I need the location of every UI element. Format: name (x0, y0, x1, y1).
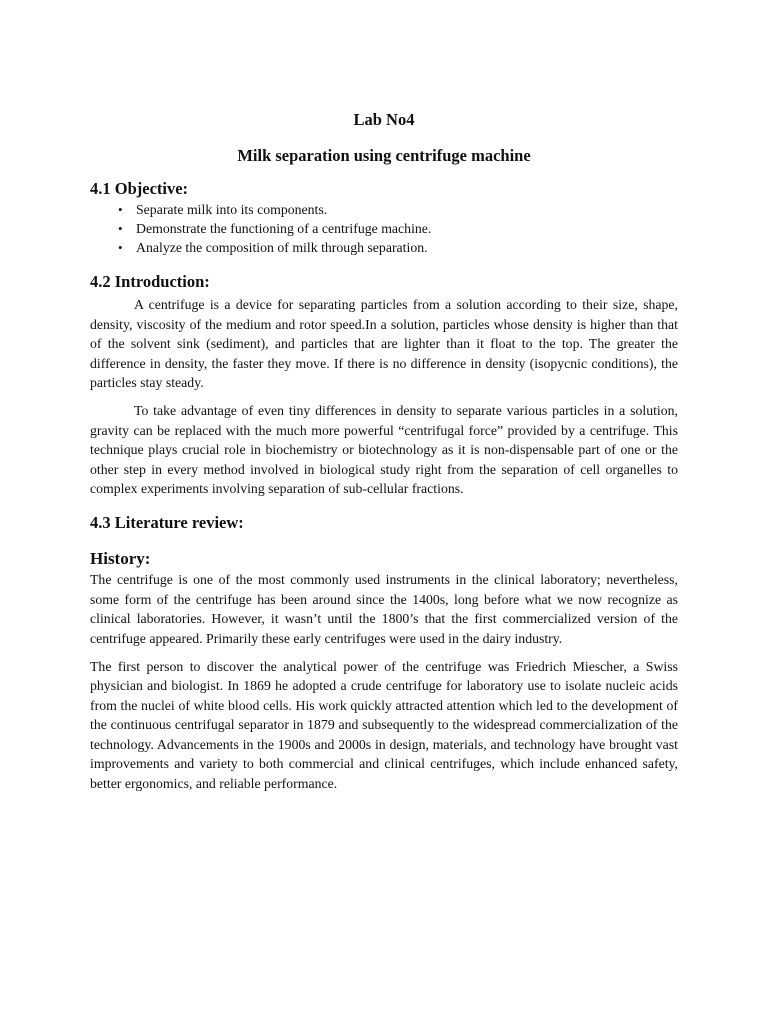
objective-item: • Separate milk into its components. (136, 201, 678, 220)
objective-list (90, 201, 678, 257)
history-heading: History: (90, 549, 151, 569)
literature-review-heading: 4.3 Literature review: (90, 513, 244, 533)
document-page (90, 108, 678, 793)
document-title: Milk separation using centrifuge machine (237, 146, 531, 165)
history-paragraph: The first person to discover the analytical power of the centrifuge was Friedrich Miescher, a Swiss physician and biologist. In 1869 he adopted a crude centrifuge for laboratory use to isolate nucleic acids from the nuclei of white blood cells. His work quickly attracted attention which led to the development of the continuous centrifugal separator in 1879 and subsequently to the widespread commercialization of the technology. Advancements in the 1900s and 2000s in design, materials, and technology have brought vast improvements and variety to both commercial and clinical centrifuges, which include enhanced safety, better ergonomics, and reliable performance. (90, 659, 678, 791)
objective-item: • Analyze the composition of milk through separation. (136, 239, 678, 258)
objective-item: • Demonstrate the functioning of a centrifuge machine. (136, 220, 678, 239)
history-paragraph: The centrifuge is one of the most commonly used instruments in the clinical laboratory; nevertheless, some form of the centrifuge has been around since the 1400s, long before what we now recognize as clinical laboratories. However, it wasn’t until the 1800’s that the first commercialized version of the centrifuge appeared. Primarily these early centrifuges were used in the dairy industry. (90, 572, 678, 646)
objective-heading: 4.1 Objective: (90, 179, 189, 198)
introduction-paragraph: To take advantage of even tiny differences in density to separate various particles in a solution, gravity can be replaced with the much more powerful “centrifugal force” provided by a centrifuge. This technique plays crucial role in biochemistry or biotechnology as it is non-dispensable part of one or the other step in every method involved in biological study right from the separation of cell organelles to complex experiments involving separation of sub-cellular fractions. (90, 403, 678, 497)
introduction-paragraph: A centrifuge is a device for separating particles from a solution according to their size, shape, density, viscosity of the medium and rotor speed.In a solution, particles whose density is higher than that of the solvent sink (sediment), and particles that are lighter than it float to the top. The greater the difference in density, the faster they move. If there is no difference in density (isopycnic conditions), the particles stay steady. (90, 297, 678, 391)
lab-number-title: Lab No4 (353, 110, 415, 129)
introduction-heading: 4.2 Introduction: (90, 272, 210, 292)
